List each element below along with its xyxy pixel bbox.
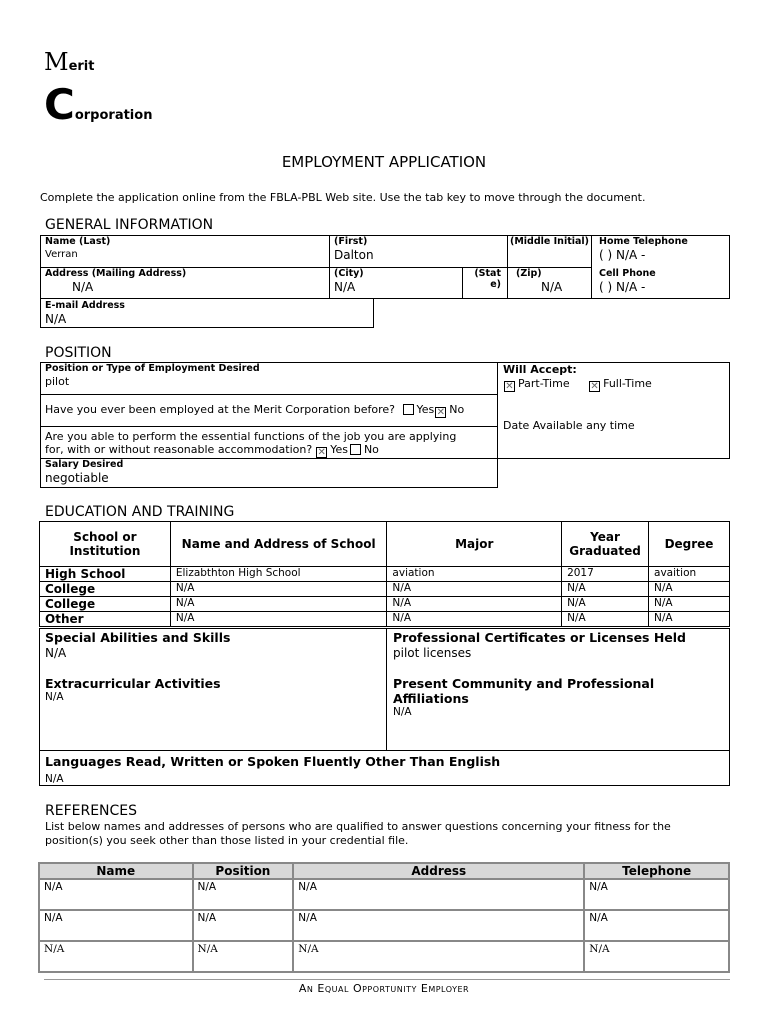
edu-major-cell[interactable]: N/A (387, 612, 562, 627)
essential-question-line2 (45, 443, 379, 458)
table-row (40, 582, 730, 597)
ref-telephone-cell[interactable]: N/A (584, 910, 729, 941)
edu-major-cell[interactable]: N/A (387, 597, 562, 612)
skills-divider (386, 628, 387, 751)
edu-row-label: Other (40, 612, 171, 627)
home-tel-paren: ( ) (599, 248, 613, 262)
table-row (39, 910, 729, 941)
city-field[interactable]: N/A (334, 280, 356, 294)
edu-school-cell[interactable]: Elizabthton High School (170, 567, 387, 582)
table-row (40, 567, 730, 582)
general-heading: GENERAL INFORMATION (45, 217, 214, 233)
home-tel-label: Home Telephone (599, 236, 688, 247)
edu-year-cell[interactable]: N/A (562, 597, 649, 612)
logo-m-letter: M (44, 48, 69, 76)
community-field[interactable]: N/A (393, 706, 412, 718)
position-type-field[interactable]: pilot (45, 375, 70, 388)
ref-position-cell[interactable]: N/A (193, 879, 294, 910)
middle-cell (507, 235, 592, 268)
table-row (39, 879, 729, 910)
first-label: (First) (334, 236, 368, 247)
ref-header-name: Name (39, 863, 193, 879)
page-title: EMPLOYMENT APPLICATION (281, 153, 487, 171)
employed-yes-checkbox[interactable] (403, 404, 414, 415)
extracurricular-field[interactable]: N/A (45, 691, 64, 703)
ref-address-cell[interactable]: N/A (293, 879, 584, 910)
edu-degree-cell[interactable]: N/A (649, 582, 730, 597)
state-label: (State) (474, 268, 501, 290)
certificates-field[interactable]: pilot licenses (393, 646, 472, 660)
ref-telephone-cell[interactable]: N/A (584, 879, 729, 910)
full-time-label: Full-Time (603, 377, 652, 390)
ref-address-cell[interactable]: N/A (293, 910, 584, 941)
essential-no-checkbox[interactable] (350, 444, 361, 455)
address-label: Address (Mailing Address) (45, 268, 187, 279)
state-cell (462, 267, 508, 299)
education-table (39, 521, 730, 627)
edu-row-label: College (40, 582, 171, 597)
first-name-field[interactable]: Dalton (334, 248, 374, 262)
ref-position-cell[interactable]: N/A (193, 941, 294, 972)
ref-name-cell[interactable]: N/A (39, 879, 193, 910)
languages-label: Languages Read, Written or Spoken Fluently Other Than English (45, 754, 501, 769)
zip-field[interactable]: N/A (541, 280, 563, 294)
employed-question (45, 403, 464, 418)
salary-field[interactable]: negotiable (45, 471, 109, 485)
essential-no-label: No (363, 443, 379, 456)
edu-header-year: Year Graduated (562, 522, 649, 567)
cell-label: Cell Phone (599, 268, 656, 279)
cell-value: N/A - (616, 280, 646, 294)
will-accept-label: Will Accept: (503, 363, 577, 376)
employed-yes-label: Yes (416, 403, 435, 416)
zip-divider (591, 267, 592, 299)
logo-corporation (44, 80, 152, 129)
certificates-label: Professional Certificates or Licenses Held (393, 630, 687, 645)
education-header-row (40, 522, 730, 567)
edu-school-cell[interactable]: N/A (170, 582, 387, 597)
logo-c-letter: C (44, 80, 75, 129)
ref-name-cell[interactable]: N/A (39, 941, 193, 972)
email-label: E-mail Address (45, 300, 125, 311)
edu-degree-cell[interactable]: N/A (649, 612, 730, 627)
employment-options (500, 377, 652, 392)
edu-degree-cell[interactable]: N/A (649, 597, 730, 612)
part-time-checkbox[interactable]: ✕ (505, 381, 514, 392)
salary-label: Salary Desired (45, 459, 124, 470)
edu-degree-cell[interactable]: avaition (649, 567, 730, 582)
table-row (39, 941, 729, 972)
essential-yes-label: Yes (330, 443, 348, 456)
edu-year-cell[interactable]: N/A (562, 612, 649, 627)
essential-yes-checkbox[interactable]: ✕ (317, 447, 326, 458)
cell-field[interactable] (599, 281, 645, 294)
edu-header-degree: Degree (649, 522, 730, 567)
extracurricular-label: Extracurricular Activities (45, 676, 221, 691)
city-label: (City) (334, 268, 364, 279)
ref-position-cell[interactable]: N/A (193, 910, 294, 941)
position-heading: POSITION (45, 345, 112, 361)
cell-paren: ( ) (599, 280, 613, 294)
date-available-field[interactable]: Date Available any time (503, 419, 635, 432)
references-heading: REFERENCES (45, 803, 138, 819)
full-time-checkbox[interactable]: ✕ (590, 381, 599, 392)
edu-year-cell[interactable]: N/A (562, 582, 649, 597)
edu-major-cell[interactable]: aviation (387, 567, 562, 582)
essential-question-text: for, with or without reasonable accommodation? (45, 443, 313, 456)
edu-header-name-address: Name and Address of School (170, 522, 387, 567)
table-row (40, 597, 730, 612)
logo-c-rest: orporation (74, 108, 153, 123)
employed-question-text: Have you ever been employed at the Merit Corporation before? (45, 403, 396, 416)
home-tel-field[interactable] (599, 249, 645, 262)
ref-header-position: Position (193, 863, 294, 879)
ref-name-cell[interactable]: N/A (39, 910, 193, 941)
community-label: Present Community and Professional Affiliations (393, 676, 655, 706)
home-tel-value: N/A - (616, 248, 646, 262)
will-accept-bottom (497, 458, 730, 459)
edu-year-cell[interactable]: 2017 (562, 567, 649, 582)
middle-label: (Middle Initial) (509, 236, 590, 247)
zip-label: (Zip) (516, 268, 542, 279)
edu-header-school: School or Institution (40, 522, 171, 567)
education-heading: EDUCATION AND TRAINING (45, 504, 235, 520)
references-intro: List below names and addresses of persons who are qualified to answer questions concerning your fitness for the position(s) you seek other than those listed in your credential file. (45, 820, 671, 847)
ref-telephone-cell[interactable]: N/A (584, 941, 729, 972)
logo-merit (44, 48, 94, 76)
email-field[interactable]: N/A (45, 312, 67, 326)
ref-header-address: Address (293, 863, 584, 879)
employed-no-label: No (449, 403, 465, 416)
footer-divider (44, 979, 730, 980)
references-table (38, 862, 730, 973)
footer-text: An Equal Opportunity Employer (298, 982, 470, 995)
address-field[interactable]: N/A (72, 280, 94, 294)
edu-row-label: College (40, 597, 171, 612)
languages-field[interactable]: N/A (45, 773, 64, 785)
ref-header-telephone: Telephone (584, 863, 729, 879)
ref-address-cell[interactable]: N/A (293, 941, 584, 972)
references-header-row (39, 863, 729, 879)
edu-header-major: Major (387, 522, 562, 567)
languages-divider (39, 750, 730, 751)
special-skills-field[interactable]: N/A (45, 646, 67, 660)
edu-row-label: High School (40, 567, 171, 582)
employed-no-checkbox[interactable]: ✕ (436, 407, 445, 418)
logo-m-rest: erit (68, 59, 95, 74)
edu-major-cell[interactable]: N/A (387, 582, 562, 597)
name-last-field[interactable]: Verran (45, 249, 78, 260)
essential-question-line1: Are you able to perform the essential functions of the job you are applying (45, 430, 457, 443)
position-type-label: Position or Type of Employment Desired (45, 363, 260, 374)
special-skills-label: Special Abilities and Skills (45, 630, 231, 645)
edu-school-cell[interactable]: N/A (170, 597, 387, 612)
name-last-label: Name (Last) (45, 236, 111, 247)
edu-school-cell[interactable]: N/A (170, 612, 387, 627)
table-row (40, 612, 730, 627)
intro-text: Complete the application online from the FBLA-PBL Web site. Use the tab key to move through the document. (40, 191, 646, 204)
part-time-label: Part-Time (518, 377, 570, 390)
